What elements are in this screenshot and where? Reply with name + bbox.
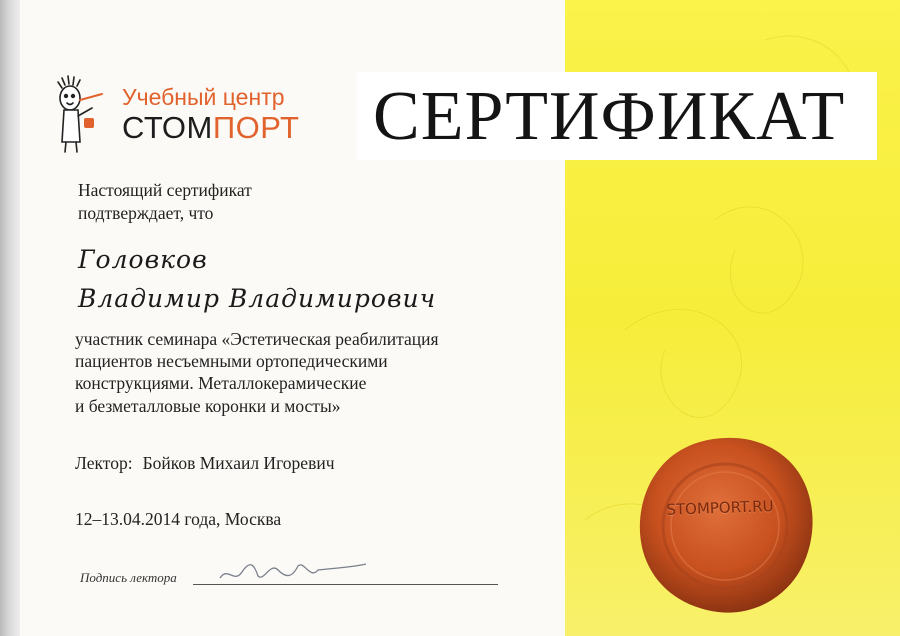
seminar-line-4: и безметалловые коронки и мосты» xyxy=(75,396,341,416)
seminar-line-3: конструкциями. Металлокерамические xyxy=(75,373,367,393)
logo-brand-main: СТОМ xyxy=(122,110,213,145)
intro-line-1: Настоящий сертификат xyxy=(78,180,252,200)
dentist-mascot-icon xyxy=(50,72,116,154)
wax-seal xyxy=(630,430,820,620)
lecturer-label: Лектор: xyxy=(75,453,133,473)
certificate-title: СЕРТИФИКАТ xyxy=(373,78,846,155)
intro-line-2: подтверждает, что xyxy=(78,203,214,223)
lecturer xyxy=(75,452,335,474)
logo-brand xyxy=(122,110,299,146)
recipient-given-names: Владимир Владимирович xyxy=(78,284,437,313)
logo-subtitle: Учебный центр xyxy=(122,84,285,110)
left-grey-strip xyxy=(0,0,20,636)
recipient-surname: Головков xyxy=(78,245,208,274)
logo-brand-accent: ПОРТ xyxy=(212,110,300,145)
seminar-line-2: пациентов несъемными ортопедическими xyxy=(75,351,388,371)
signature-label: Подпись лектора xyxy=(80,570,177,585)
signature-mark xyxy=(218,556,368,586)
lecturer-name: Бойков Михаил Игоревич xyxy=(142,453,335,473)
seal-text: STOMPORT.RU xyxy=(666,497,774,519)
date-place: 12–13.04.2014 года, Москва xyxy=(75,509,282,529)
seminar-line-1: участник семинара «Эстетическая реабилитация xyxy=(75,329,439,349)
